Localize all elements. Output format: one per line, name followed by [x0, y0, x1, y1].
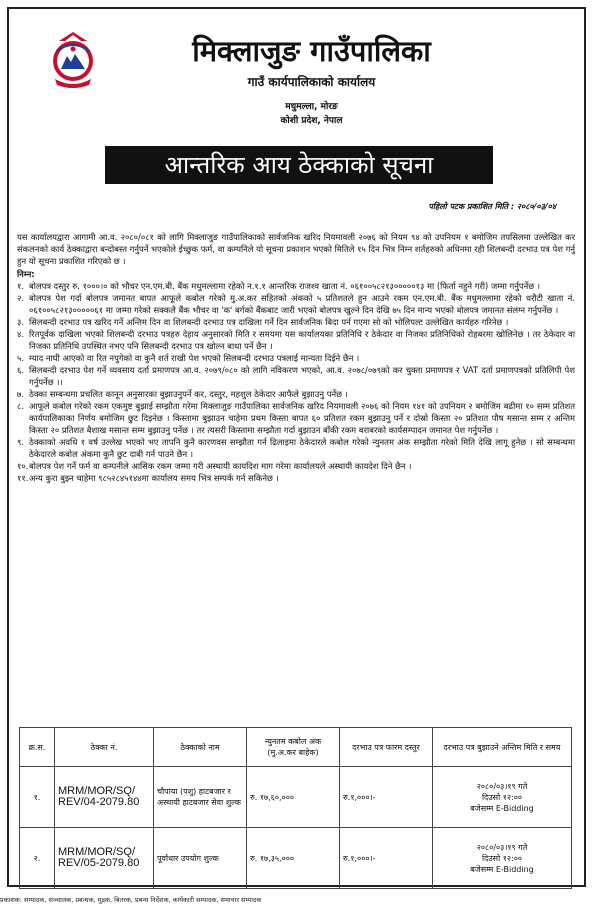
col-header-deadline: दरभाउ पत्र बुझाउने अन्तिम मिति र समय: [433, 728, 572, 767]
item-text: सिलबन्दी दरभाउ पेश गर्ने व्यवसाय दर्ता प्रमाणपत्र आ.व. २०७९/०८० को लागि नविकरण भएको, आ.व. २०७८/०७९को कर चुक्ता प्रमाणपत्र र VAT दर्ता प्रमाणपत्रको प्रतिलिपी पेश गर्नुपर्नेछ ।।: [29, 365, 575, 387]
col-header-sn: क्र.स.: [20, 728, 55, 767]
cell-sn: २.: [20, 828, 55, 889]
list-item: [17, 352, 575, 364]
list-item: [17, 280, 575, 292]
item-text: म्याद नाघी आएको वा रित नपुगेको वा कुनै शर्त राखी पेश भएको सिलबन्दी दरभाउ पत्रलाई मान्यता दिईने छैन ।: [29, 353, 360, 363]
page-title: मिक्लाजुङ गाउँपालिका: [192, 34, 431, 68]
cell-name: चौपाया (पशु) हाटबजार र अस्थायी हाटबजार सेवा शुल्क: [154, 767, 247, 828]
item-text: बोलपत्र पेश गर्ने फर्म वा कम्पनीले आसिक रकम जम्मा गरी अस्थायी कायदिश माग गरेमा कार्यालयले अस्थायी कायदेश दिने छैन ।: [29, 461, 412, 471]
cell-code: MRM/MOR/SQ/ REV/04-2079.80: [55, 767, 154, 828]
notice-page: [7, 7, 586, 887]
item-number: ८.: [17, 401, 25, 411]
office-name: गाउँ कार्यपालिकाको कार्यालय: [247, 75, 376, 89]
item-number: २.: [17, 293, 25, 303]
notice-body: [17, 231, 575, 484]
deadline-method: बजेसम्म E-Bidding: [470, 864, 534, 874]
deadline-method: बजेसम्म E-Bidding: [470, 803, 534, 813]
cell-deadline: [433, 767, 572, 828]
item-number: ६.: [17, 365, 25, 375]
item-number: ४.: [17, 329, 25, 339]
table-row: [20, 767, 572, 828]
deadline-time: दिउसो १२:००: [481, 853, 523, 863]
item-number: १.: [17, 281, 25, 291]
item-text: बोलपत्र दस्तुर रु. १०००।० को भौचर एन.एम.बी. बैंक मधुमल्लामा रहेको न.१.१ आन्तरिक राजश्व खाता नं. ०६१००५८२१३०००००१३ मा (फिर्ता नहुने गरी) जम्मा गर्नुपर्नेछ ।: [29, 281, 541, 291]
item-number: ३.: [17, 317, 25, 327]
col-header-min-bid: न्युनतम कबोल अंक (मु.अ.कर बाहेक): [247, 728, 340, 767]
deadline-date: २०८०/०३।१९ गते: [476, 781, 528, 791]
item-number: ९.: [17, 437, 25, 447]
item-number: ७.: [17, 389, 25, 399]
list-item: [17, 328, 575, 352]
publication-date: पहिलो पटक प्रकाशित मिति : २०८०/०३/०४: [428, 202, 556, 211]
publisher-credits: प्रकाशक: सम्पादक, सञ्चालक, प्रबन्धक, मुद्रक, बितरक, प्रबन्ध निर्देशक, कार्यकारी सम्पादक, समाचार सम्पादक: [0, 896, 262, 904]
cell-form-fee: रु.१,०००।-: [340, 828, 433, 889]
list-item: [17, 460, 575, 472]
cell-form-fee: रु.१,०००।-: [340, 767, 433, 828]
item-text: सिलबन्दी दरभाउ पत्र खरिद गर्ने अन्तिम दिन वा शिलबन्दी दरभाउ पत्र दाखिला गर्ने दिन सार्वजनिक बिदा पर्न गएमा सो को भोलिपल्ट उल्लेखित कार्यहरु गरिनेछ ।: [29, 317, 509, 327]
item-number: ५.: [17, 353, 25, 363]
cell-sn: १.: [20, 767, 55, 828]
item-text: आफूले कबोल गरेको रकम एकमुष्ट बुझाई सम्झौता गरेमा मिक्लाजुङ गाउँपालिका सार्वजनिक खरिद नियमावली २०७६ को नियम १४१ को उपनियम २ बमोजिम बढीमा १० सम्म प्रतिशत कार्यपालिकाका निर्णय बमोजिम छुट दिइनेछ । किस्तामा बुझाउन चाहेमा प्रथम किस्ता बापत ६० प्रतिशत रकम बुझाउनु पर्ने र दोस्रो किस्ता २० प्रतिशत पौष मसान्त सम्म र अन्तिम किस्ता २० प्रतिशत बैशाख मसान्त सम्म बुझाउनु पर्नेछ । तर त्यसरी किस्तामा सम्झौता गर्दा बुझाउन बाँकी रकम बराबरको कार्यसम्पादन जमानत पेश गर्नुपर्नेछ ।: [29, 401, 575, 435]
list-item: [17, 364, 575, 388]
col-header-name: ठेक्काको नाम: [154, 728, 247, 767]
col-header-form-fee: दरभाउ पत्र फारम दस्तुर: [340, 728, 433, 767]
table-header-row: [20, 728, 572, 767]
intro-paragraph: यस कार्यालयद्वारा आगामी आ.व. २०८०/०८१ को लागि मिक्लाजुङ गाउँपालिकाको सार्वजनिक खरिद नियमावली २०७६ को नियम ९४ को उपनियम १ बमोजिम तपसिलमा उल्लेखित कर संकलनको कार्य ठेक्काद्वारा बन्दोबस्त गर्नुपर्ने भएकोले ईच्छुक फर्म, वा कम्पनिले यो सूचना प्रकाशन भएको मितिले १५ दिन भित्र निम्न शर्तहरुको अधिनमा रही शिलबन्दी दरभाउ पत्र पेश गर्नु हुन यो सूचना प्रकाशित गरिएको छ ।: [17, 232, 575, 266]
letterhead: [9, 9, 584, 137]
item-text: ठेक्का सम्बन्धमा प्रचलित कानून अनुसारका बुझाउनुपर्ने कर, दस्तुर, महशुल ठेकेदार आफैले बुझाउनु पर्नेछ ।: [29, 389, 348, 399]
list-item: [17, 292, 575, 316]
cell-min-bid: रु. १७,६०,०००: [247, 767, 340, 828]
conditions-list: [17, 280, 575, 484]
tender-table: [19, 727, 572, 889]
deadline-date: २०८०/०३।१९ गते: [476, 842, 528, 852]
cell-code: MRM/MOR/SQ/ REV/05-2079.80: [55, 828, 154, 889]
cell-deadline: [433, 828, 572, 889]
item-text: अन्य कुरा बुझ्न चाहेमा ९८५२८४५१४४मा कार्यालय समय भित्र सम्पर्क गर्न सकिनेछ ।: [29, 473, 279, 483]
item-text: ठेक्काको अवधि १ वर्ष उल्लेख भएको भए तापनि कुनै कारणवस सम्झौता गर्न ढिलाइमा ठेकेदारले कबोल गरेको न्युनतम अंक सम्झौता गरेको मिति देखि लागू हुनेछ । सो सम्बन्धमा ठेकेदारले कबोल अंकमा कुनै छुट दाबी गर्न पाउने छैन ।: [29, 437, 575, 459]
list-item: [17, 400, 575, 436]
address-line-2: कोशी प्रदेश, नेपाल: [280, 116, 343, 126]
conditions-label: निम्न:: [17, 269, 35, 279]
list-item: [17, 316, 575, 328]
table-row: [20, 828, 572, 889]
list-item: [17, 388, 575, 400]
col-header-code: ठेक्का नं.: [55, 728, 154, 767]
item-number: १०.: [17, 461, 29, 471]
cell-min-bid: रु. १७,३५,०००: [247, 828, 340, 889]
deadline-time: दिउसो १२:००: [481, 792, 523, 802]
list-item: [17, 472, 575, 484]
notice-banner: आन्तरिक आय ठेक्काको सूचना: [105, 146, 493, 184]
item-text: रितपूर्वक दाखिला भएको शिलबन्दी दरभाउ पत्रहरु देहाय अनुसारको मिति र समयमा यस कार्यालयका प्रतिनिधि र ठेकेदार वा निजका प्रतिनिधिको रोहबरमा खोलिनेछ । तर ठेकेदार वा निजका प्रतिनिधि उपस्थित नभए पनि सिलबन्दी दरभाउ पत्र खोल्न बाधा पर्ने छैन ।: [29, 329, 575, 351]
address-line-1: मधुमल्ला, मोरङ: [285, 102, 338, 112]
item-number: ११.: [17, 473, 29, 483]
item-text: बोलपत्र पेश गर्दा बोलपत्र जमानत बापत आफूले कबोल गरेको मु.अ.कर सहितको अंकको ५ प्रतिशतले हुन आउने रकम एन.एम.बी. बैंक मधुमल्लामा रहेको धरौटी खाता नं. ०६१००५८२१३०००००६१ मा जम्मा गरेको सक्कलै बैंक भौचर वा 'क' बर्गको बैंकबाट जारी भएको बोलपत्र खुल्ने दिन देखि ७५ दिन मान्य भएको बोलपत्र जमानत संलग्न गर्नुपर्नेछ ।: [29, 293, 575, 315]
list-item: [17, 436, 575, 460]
cell-name: पूर्वाधार उपयोग शुल्क: [154, 828, 247, 889]
